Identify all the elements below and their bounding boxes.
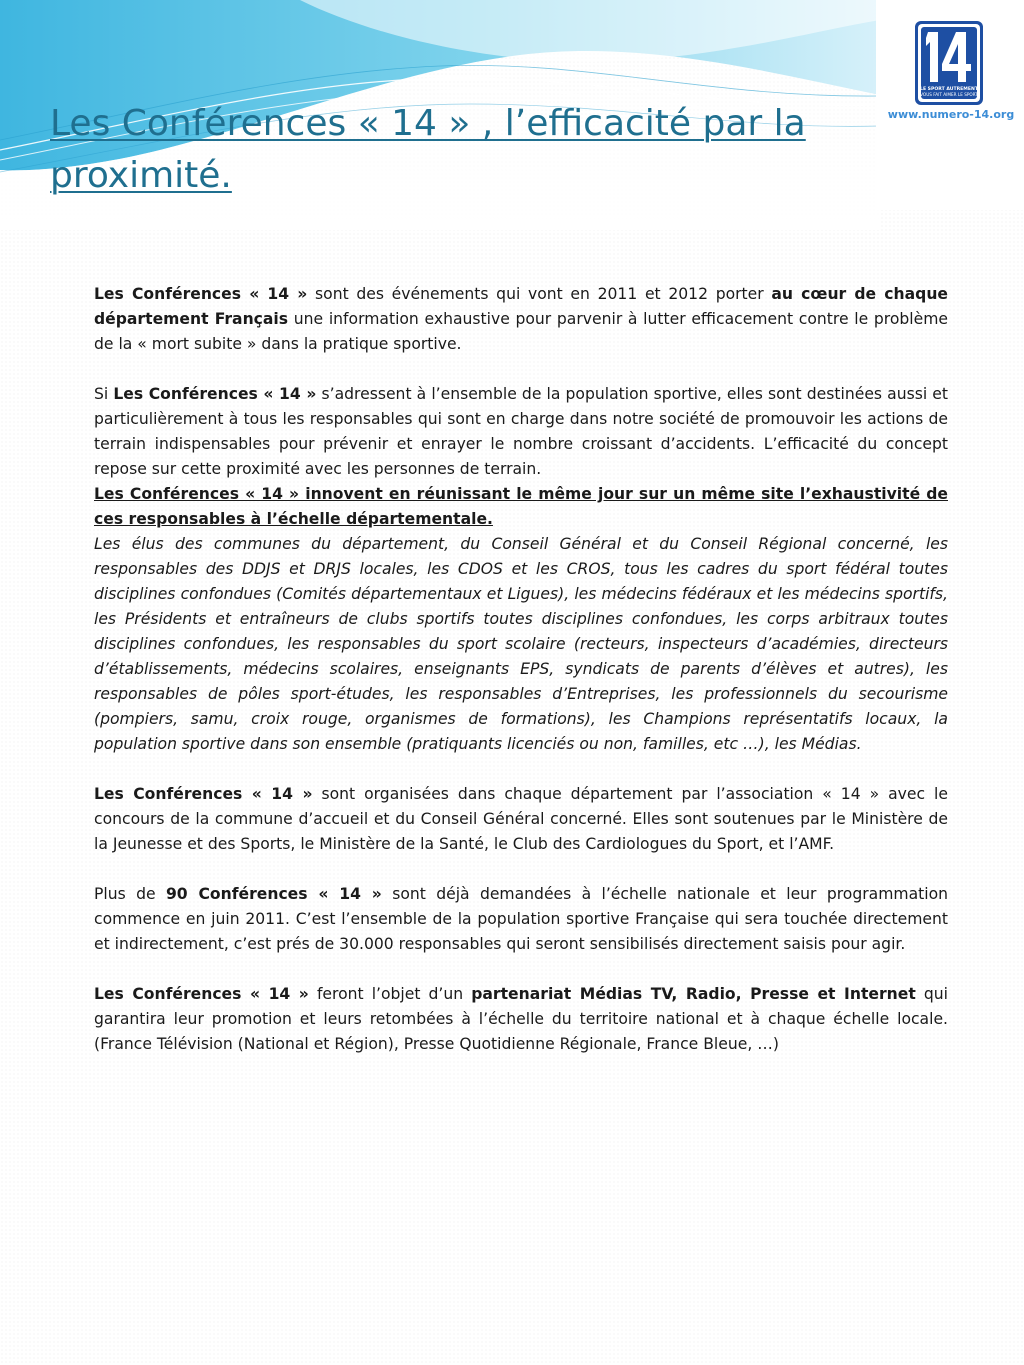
svg-text:VOUS FAIT AIMER LE SPORT: VOUS FAIT AIMER LE SPORT	[920, 92, 978, 97]
svg-text:LE SPORT AUTREMENT: LE SPORT AUTREMENT	[920, 87, 978, 92]
paragraph-2: Si Les Conférences « 14 » s’adressent à l’ensemble de la population sportive, elles sont destinées aussi et particulièrement à tous les responsables qui sont en charge dans notre société de promouvoir les actions de terrain indispensables pour prévenir et enrayer le nombre croissant d’accidents. L’efficacité du concept repose sur cette proximité avec les personnes de terrain.	[94, 385, 948, 478]
page-title: Les Conférences « 14 » , l’efficacité par la proximité.	[50, 103, 806, 196]
paragraph-6: Plus de 90 Conférences « 14 » sont déjà demandées à l’échelle nationale et leur programmation commence en juin 2011. C’est l’ensemble de la population sportive Française qui sera touchée directement et indirectement, c’est prés de 30.000 responsables qui seront sensibilisés directement saisis pour agir.	[94, 885, 948, 953]
paragraph-4-audience-list: Les élus des communes du département, du Conseil Général et du Conseil Régional concerné, les responsables des DDJS et DRJS locales, les CDOS et les CROS, tous les cadres du sport fédéral toutes disciplines confondues (Comités départementaux et Ligues), les médecins fédéraux et les médecins sportifs, les Présidents et entraîneurs de clubs sportifs toutes disciplines confondues, les corps arbitraux toutes disciplines confondues, les responsables du sport scolaire (recteurs, inspecteurs d’académies, directeurs d’établissements, médecins scolaires, enseignants EPS, syndicats de parents d’élèves et autres), les responsables de pôles sport-études, les responsables d’Entreprises, les professionnels du secourisme (pompiers, samu, croix rouge, organismes de formations), les Champions représentatifs locaux, la population sportive dans son ensemble (pratiquants licenciés ou non, familles, etc …), les Médias.	[94, 535, 948, 753]
paragraph-1: Les Conférences « 14 » sont des événements qui vont en 2011 et 2012 porter au cœur de chaque département Français une information exhaustive pour parvenir à lutter efficacement contre le problème de la « mort subite » dans la pratique sportive.	[94, 285, 948, 353]
logo-14-icon	[914, 20, 984, 106]
paragraph-5: Les Conférences « 14 » sont organisées dans chaque département par l’association « 14 » avec le concours de la commune d’accueil et du Conseil Général concerné. Elles sont soutenues par le Ministère de la Jeunesse et des Sports, le Ministère de la Santé, le Club des Cardiologues du Sport, et l’AMF.	[94, 785, 948, 853]
logo-url: www.numero-14.org	[887, 108, 1015, 121]
document-body	[94, 282, 948, 1057]
paragraph-3-highlight: Les Conférences « 14 » innovent en réunissant le même jour sur un même site l’exhaustivité de ces responsables à l’échelle départementale.	[94, 485, 948, 528]
paragraph-7: Les Conférences « 14 » feront l’objet d’un partenariat Médias TV, Radio, Presse et Internet qui garantira leur promotion et leurs retombées à l’échelle du territoire national et à chaque échelle locale. (France Télévision (National et Région), Presse Quotidienne Régionale, France Bleue, …)	[94, 985, 948, 1053]
